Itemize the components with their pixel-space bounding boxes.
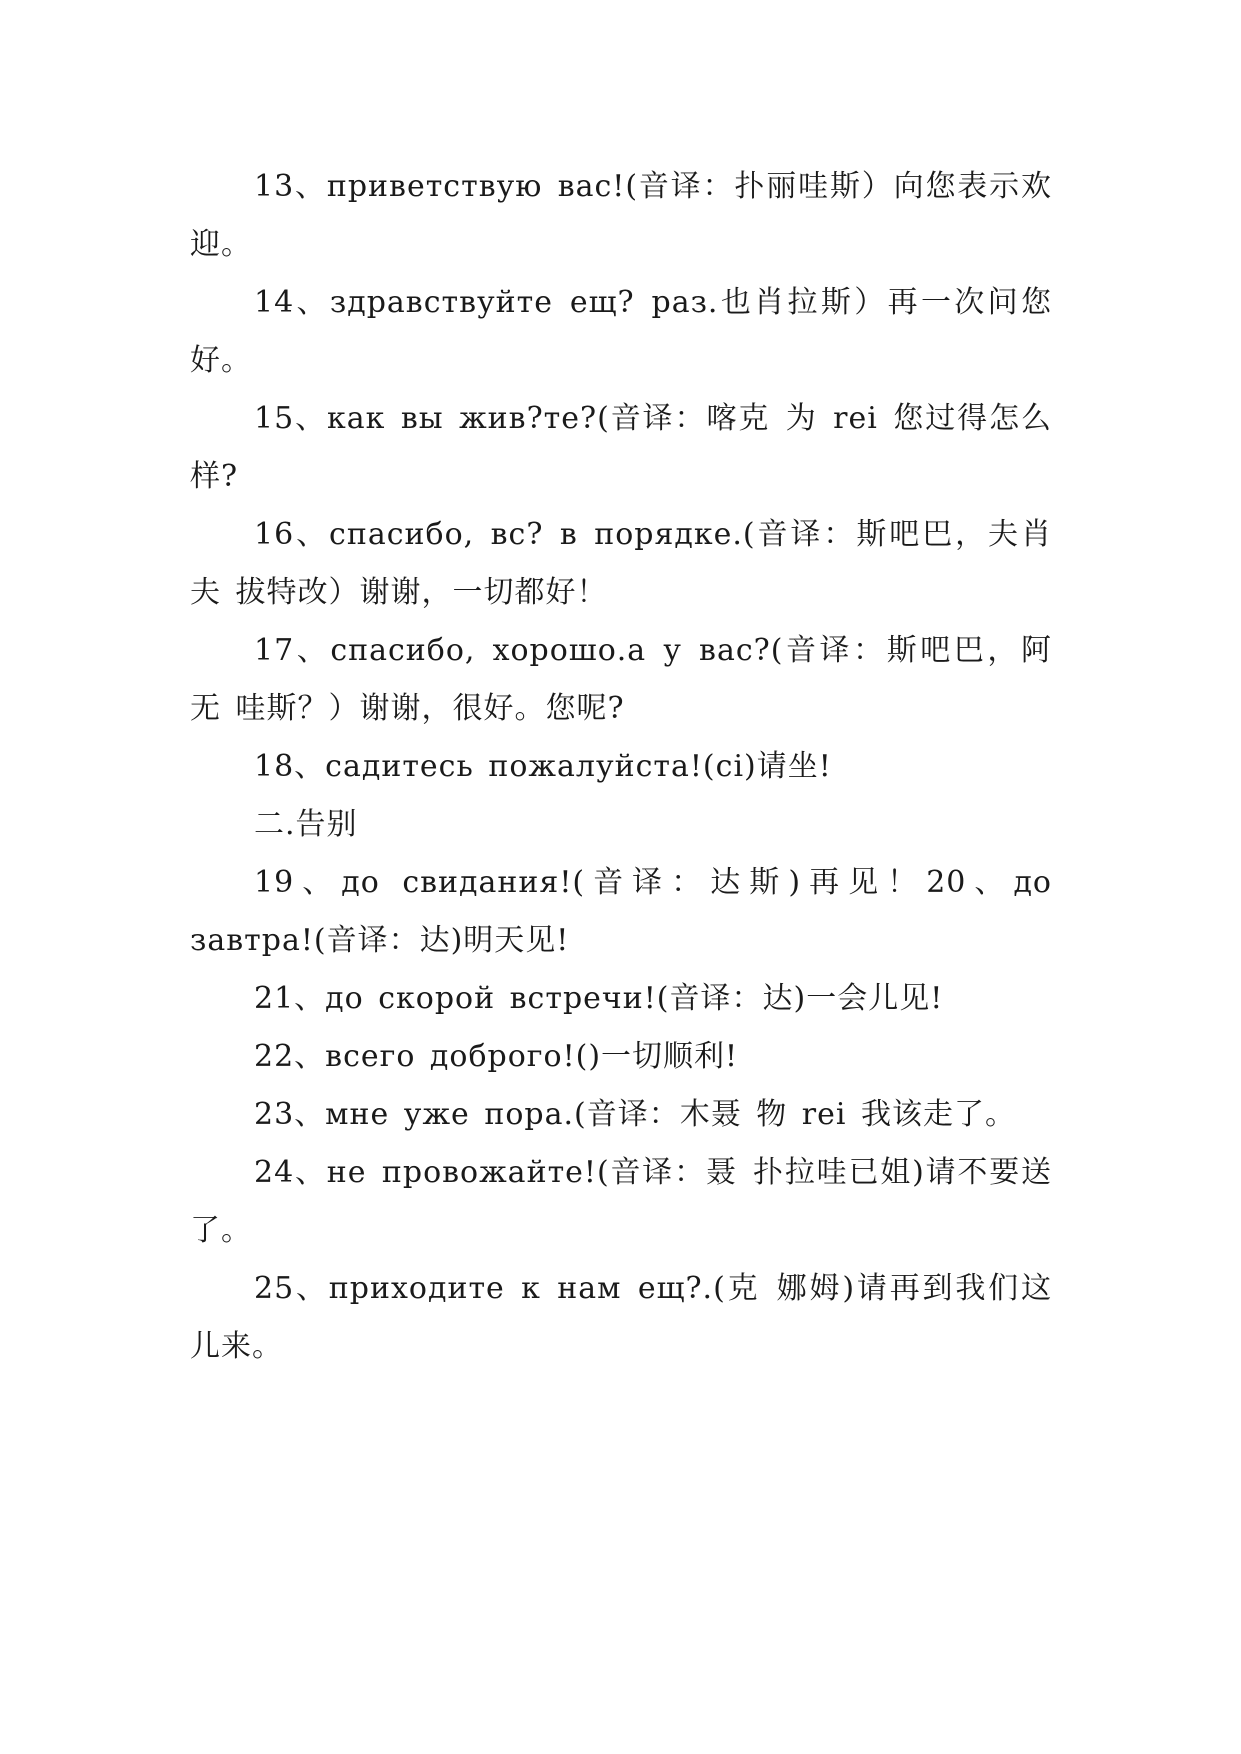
paragraph-18: 18、садитесь пожалуйста!(ci)请坐! [254,749,832,784]
section-heading-farewell: 二.告别 [254,807,358,842]
paragraph-19-20: 19、до свидания!(音译：达斯)再见！20、до завтра!(音译：达)明天见! [190,865,1052,958]
paragraph-25: 25、приходите к нам ещ?.(克 娜姆)请再到我们这儿来。 [190,1271,1052,1364]
paragraph-24: 24、не провожайте!(音译：聂 扑拉哇已姐)请不要送了。 [190,1155,1052,1248]
body-text [190,158,1052,1376]
paragraph-17: 17、спасибо, хорошо.а у вас?(音译：斯吧巴，阿 无 哇斯？）谢谢，很好。您呢? [190,633,1052,726]
paragraph-21: 21、до скорой встречи!(音译：达)一会儿见! [254,981,944,1016]
paragraph-14: 14、здравствуйте ещ? раз.也肖拉斯）再一次问您好。 [190,285,1052,378]
paragraph-22: 22、всего доброго!()一切顺利! [254,1039,739,1074]
paragraph-16: 16、спасибо, вс? в порядке.(音译：斯吧巴，夫肖 夫 拔特改）谢谢，一切都好！ [190,517,1052,610]
paragraph-15: 15、как вы жив?те?(音译：喀克 为 rei 您过得怎么样? [190,401,1052,494]
paragraph-13: 13、приветствую вас!(音译：扑丽哇斯）向您表示欢迎。 [190,169,1052,262]
paragraph-23: 23、мне уже пора.(音译：木聂 物 rei 我该走了。 [254,1097,1017,1132]
